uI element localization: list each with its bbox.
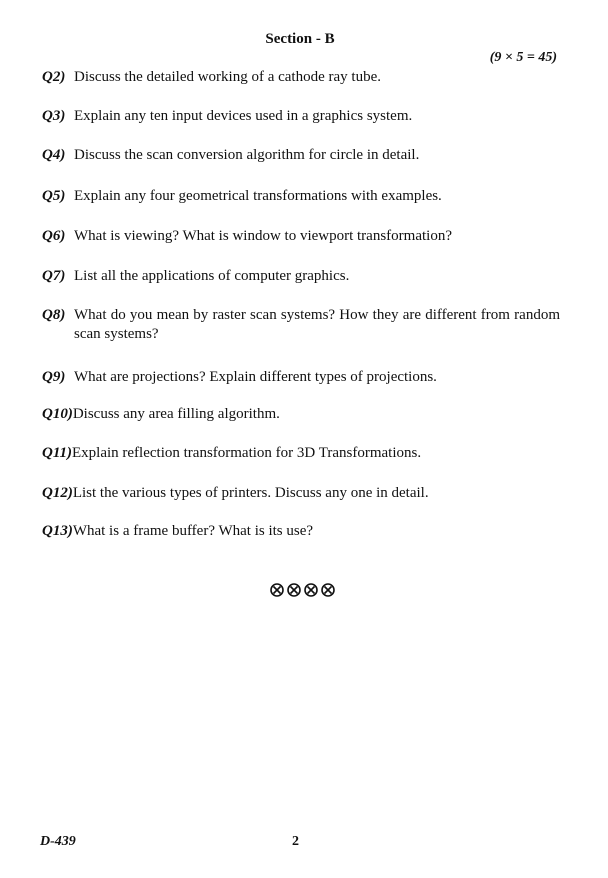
question-text: What are projections? Explain different types of projections.	[74, 369, 437, 385]
question-text: Discuss the scan conversion algorithm for circle in detail.	[74, 147, 420, 163]
question-text: What do you mean by raster scan systems? How they are different from random scan systems?	[74, 307, 560, 342]
section-title: Section - B	[265, 31, 335, 47]
question-number: Q12)	[42, 485, 73, 501]
question-number: Q6)	[42, 228, 66, 244]
question-number: Q4)	[42, 147, 66, 163]
question-text: What is viewing? What is window to viewport transformation?	[74, 228, 452, 244]
page-number: 2	[292, 834, 299, 849]
question-number: Q9)	[42, 369, 66, 385]
question-text: What is a frame buffer? What is its use?	[72, 523, 314, 539]
question-number: Q8)	[42, 307, 66, 323]
marks-distribution: (9 × 5 = 45)	[489, 50, 557, 65]
end-ornament	[0, 582, 608, 603]
question-text: Discuss the detailed working of a cathode ray tube.	[74, 69, 381, 85]
question-number: Q3)	[42, 108, 66, 124]
question-number: Q13)	[42, 523, 73, 539]
question-number: Q5)	[42, 188, 66, 204]
question-q12	[42, 484, 560, 503]
question-q11	[42, 444, 560, 463]
question-q3	[42, 107, 560, 126]
question-text: Explain any four geometrical transformations with examples.	[74, 188, 442, 204]
question-text: List all the applications of computer graphics.	[74, 268, 350, 284]
question-text: Explain any ten input devices used in a graphics system.	[74, 108, 413, 124]
question-q6	[42, 227, 560, 246]
question-q4	[42, 146, 560, 165]
question-number: Q2)	[42, 69, 66, 85]
question-q8	[42, 306, 560, 344]
question-q5	[42, 187, 560, 206]
question-q13	[42, 522, 560, 541]
question-q10	[42, 405, 560, 424]
question-number: Q11)	[42, 445, 72, 461]
question-q9	[42, 368, 560, 387]
paper-code: D-439	[40, 834, 76, 849]
question-number: Q10)	[42, 406, 73, 422]
question-q2	[42, 68, 560, 87]
ornament-icon	[269, 582, 339, 598]
question-text: List the various types of printers. Discuss any one in detail.	[72, 485, 429, 501]
question-text: Explain reflection transformation for 3D Transformations.	[72, 445, 422, 461]
question-text: Discuss any area filling algorithm.	[72, 406, 280, 422]
question-q7	[42, 267, 560, 286]
question-number: Q7)	[42, 268, 66, 284]
